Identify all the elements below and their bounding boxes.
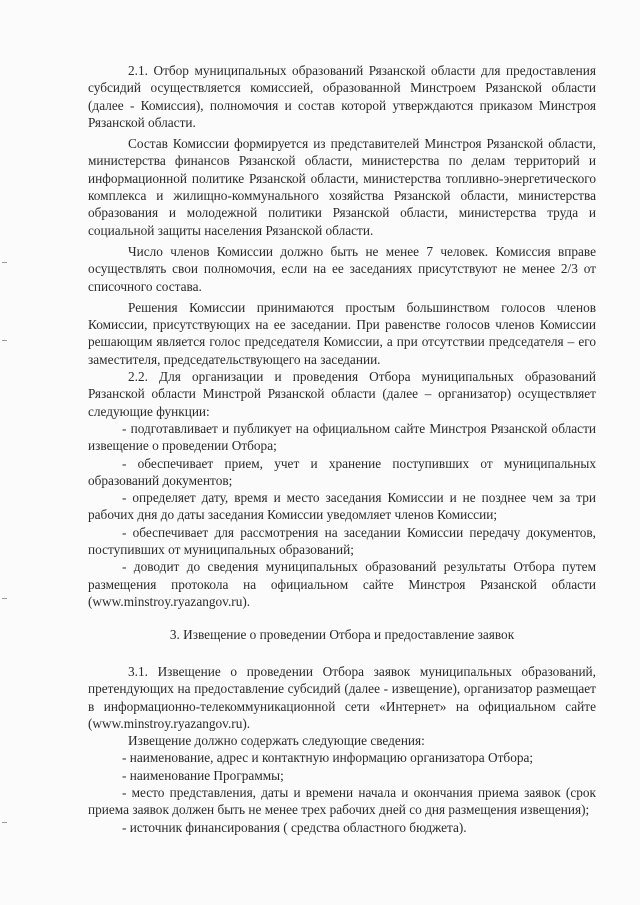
scan-edge-mark bbox=[2, 340, 7, 341]
list-item: - место представления, даты и времени начала и окончания приема заявок (срок приема заявок должен быть не менее трех рабочих дней со дня размещения извещения); bbox=[88, 785, 596, 818]
paragraph-notice-contents: Извещение должно содержать следующие сведения: bbox=[128, 733, 425, 749]
list-item: - доводит до сведения муниципальных образований результаты Отбора путем размещения протокола на официальном сайте Минстроя Рязанской области (www.minstroy.ryazangov.ru). bbox=[88, 559, 596, 609]
paragraph-3-1: 3.1. Извещение о проведении Отбора заявок муниципальных образований, претендующих на предоставление субсидий (далее - извещение), организатор размещает в информационно-телекоммуникационной сети «Интернет» на официальном сайте (www.minstroy.ryazangov.ru). bbox=[88, 664, 596, 731]
paragraph-commission-composition: Состав Комиссии формируется из представителей Минстроя Рязанской области, министерства финансов Рязанской области, министерства по делам территорий и информационной политике Рязанской области, министерства топливно-энергетического комплекса и жилищно-коммунального хозяйства Рязанской области, министерства образования и молодежной политики Рязанской области, министерства труда и социальной защиты населения Рязанской области. bbox=[88, 136, 596, 238]
list-item: - источник финансирования ( средства областного бюджета). bbox=[122, 819, 467, 835]
scan-edge-mark bbox=[2, 822, 7, 823]
list-item: - обеспечивает прием, учет и хранение поступивших от муниципальных образований документов; bbox=[88, 455, 596, 488]
list-item: - определяет дату, время и место заседания Комиссии и не позднее чем за три рабочих дня до даты заседания Комиссии уведомляет членов Комиссии; bbox=[88, 490, 596, 523]
list-item: - подготавливает и публикует на официальном сайте Минстроя Рязанской области извещение о проведении Отбора; bbox=[88, 420, 596, 454]
list-item: - наименование Программы; bbox=[122, 767, 284, 783]
list-item: - наименование, адрес и контактную информацию организатора Отбора; bbox=[122, 750, 534, 766]
scan-edge-mark bbox=[2, 598, 7, 599]
scan-edge-mark bbox=[2, 262, 7, 263]
section-2-text bbox=[88, 62, 596, 610]
paragraph-commission-decisions: Решения Комиссии принимаются простым большинством голосов членов Комиссии, присутствующих на ее заседании. При равенстве голосов членов Комиссии решающим является голос председателя Комиссии, а при отсутствии председателя – его заместителя, председательствующего на заседании. bbox=[88, 299, 596, 367]
paragraph-2-1: 2.1. Отбор муниципальных образований Рязанской области для предоставления субсидий осуществляется комиссией, образованной Минстроем Рязанской области (далее - Комиссия), полномочия и состав которой утверждаются приказом Минстроя Рязанской области. bbox=[88, 63, 596, 130]
section-3-heading: 3. Извещение о проведении Отбора и предоставление заявок bbox=[169, 627, 515, 642]
paragraph-2-2: 2.2. Для организации и проведения Отбора муниципальных образований Рязанской области Минстрой Рязанской области (далее – организатор) осуществляет следующие функции: bbox=[88, 369, 596, 419]
section-3-text bbox=[88, 663, 596, 836]
paragraph-commission-quorum: Число членов Комиссии должно быть не менее 7 человек. Комиссия вправе осуществлять свои полномочия, если на ее заседаниях присутствуют не менее 2/3 от списочного состава. bbox=[88, 243, 596, 294]
list-item: - обеспечивает для рассмотрения на заседании Комиссии передачу документов, поступивших от муниципальных образований; bbox=[88, 524, 596, 558]
